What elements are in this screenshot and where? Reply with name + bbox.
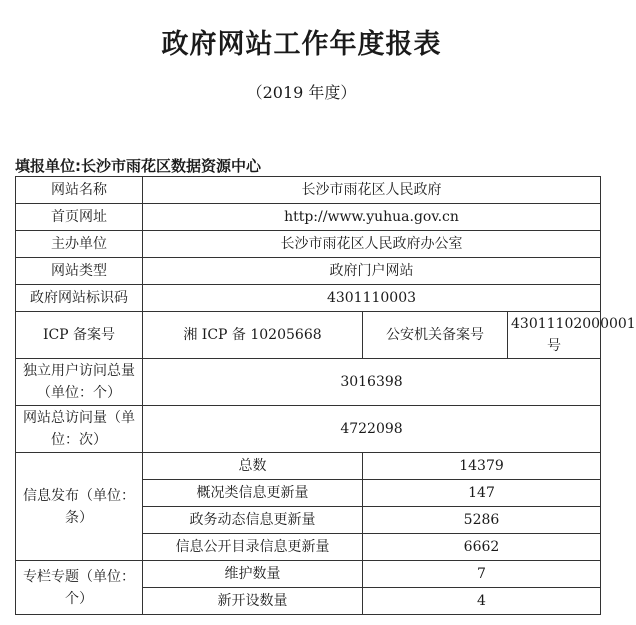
homepage-url-label: 首页网址 [16,204,143,231]
site-type-label: 网站类型 [16,258,143,285]
columns-label: 专栏专题（单位：个） [16,561,143,615]
site-type-value: 政府门户网站 [143,258,601,285]
info-item-label: 总数 [143,453,363,480]
report-table [15,176,636,615]
report-year: （2019 年度） [246,83,357,102]
info-item-value: 14379 [363,453,601,480]
homepage-url-value: http://www.yuhua.gov.cn [143,204,601,231]
site-name-value: 长沙市雨花区人民政府 [143,177,601,204]
info-item-value: 6662 [363,534,601,561]
info-item-label: 政务动态信息更新量 [143,507,363,534]
site-name-label: 网站名称 [16,177,143,204]
columns-item-value: 7 [363,561,601,588]
info-item-value: 5286 [363,507,601,534]
unique-visitors-label: 独立用户访问总量（单位：个） [16,359,143,406]
police-record-value: 43011102000001 号 [508,312,601,359]
columns-item-label: 维护数量 [143,561,363,588]
row-homepage-url [16,204,601,231]
page-title: 政府网站工作年度报表 [161,29,442,60]
info-item-value: 147 [363,480,601,507]
row-columns-maintained [16,561,601,588]
columns-item-label: 新开设数量 [143,588,363,615]
site-id-value: 4301110003 [143,285,601,312]
total-visits-value: 4722098 [143,406,601,453]
row-sponsor [16,231,601,258]
row-unique-visitors [16,359,601,406]
row-site-name [16,177,601,204]
info-release-label: 信息发布（单位：条） [16,453,143,561]
row-total-visits [16,406,601,453]
row-icp [16,312,601,359]
reporting-unit: 填报单位:长沙市雨花区数据资源中心 [15,157,262,175]
sponsor-value: 长沙市雨花区人民政府办公室 [143,231,601,258]
columns-item-value: 4 [363,588,601,615]
icp-label: ICP 备案号 [16,312,143,359]
site-id-label: 政府网站标识码 [16,285,143,312]
row-site-type [16,258,601,285]
unique-visitors-value: 3016398 [143,359,601,406]
row-site-id [16,285,601,312]
info-item-label: 信息公开目录信息更新量 [143,534,363,561]
icp-value: 湘 ICP 备 10205668 [143,312,363,359]
info-item-label: 概况类信息更新量 [143,480,363,507]
total-visits-label: 网站总访问量（单位：次） [16,406,143,453]
row-info-total [16,453,601,480]
sponsor-label: 主办单位 [16,231,143,258]
police-record-label: 公安机关备案号 [363,312,508,359]
